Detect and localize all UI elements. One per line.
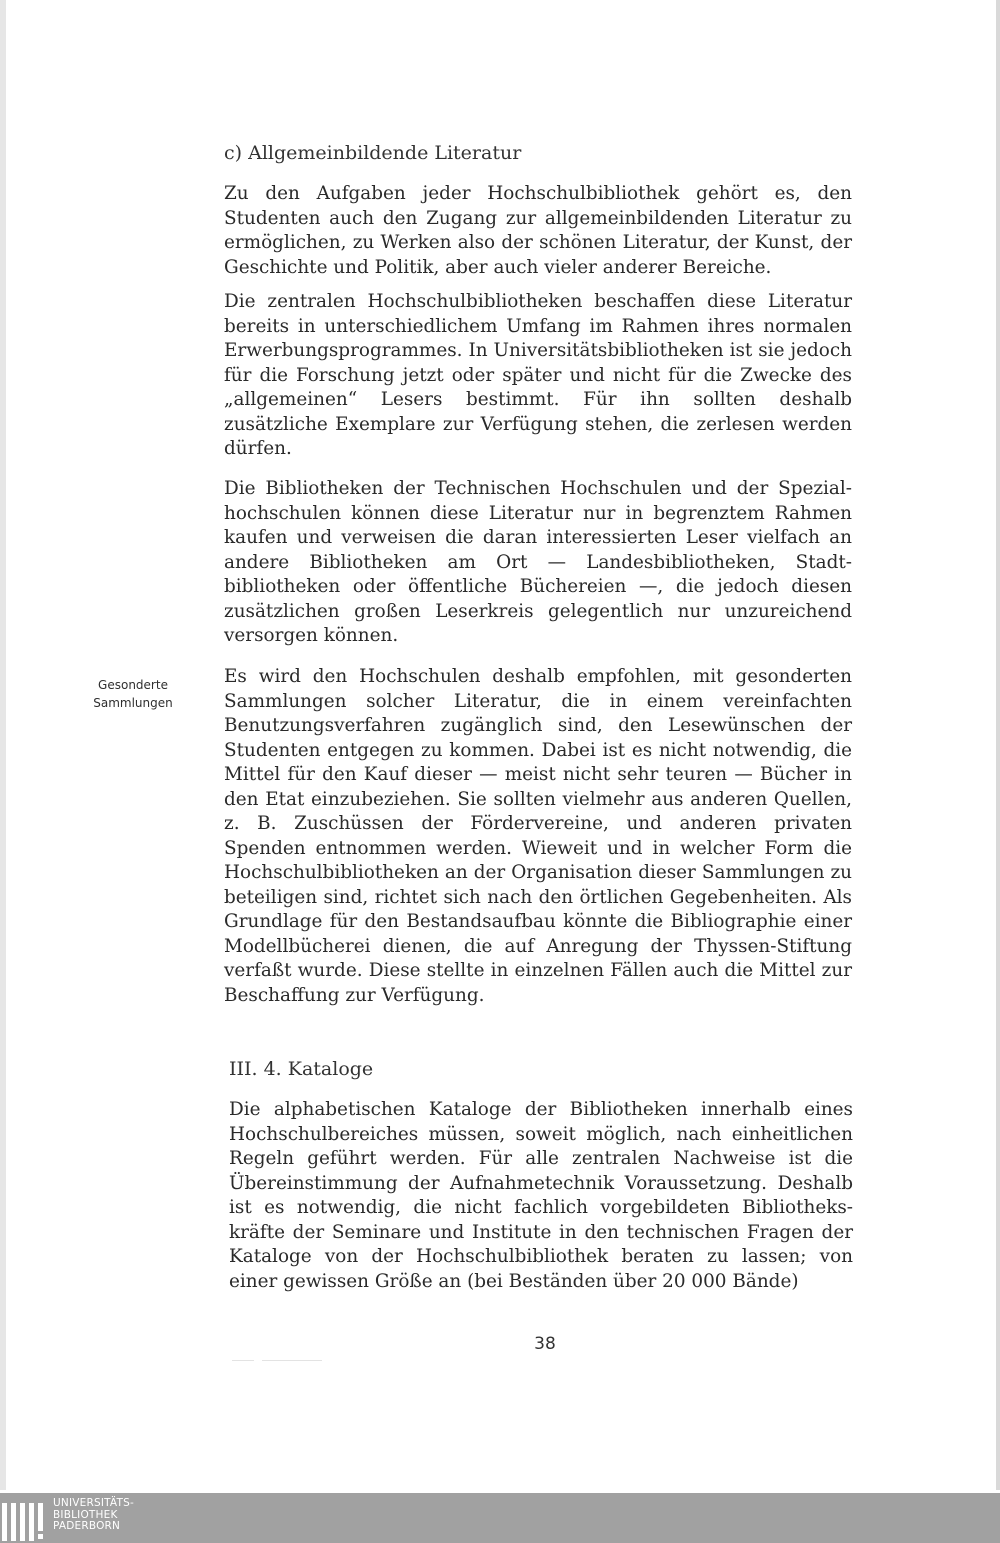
margin-note	[78, 676, 188, 712]
page-edge-right	[996, 0, 1000, 1490]
paragraph-4: Es wird den Hochschulen deshalb empfohlen, mit gesonderten Sammlungen solcher Literatur, die in einem vereinfachten Benutzungsverfahren zugänglich sind, den Lesewünschen der Studenten entgegen zu kommen. Dabei ist es nicht notwendig, die Mittel für den Kauf dieser — meist nicht sehr teuren — Bücher in den Etat einzubeziehen. Sie sollten vielmehr aus anderen Quellen, z. B. Zuschüssen der Fördervereine, und anderen privaten Spenden entnommen werden. Wieweit und in welcher Form die Hochschulbibliotheken an der Organisation dieser Sammlungen zu beteiligen sind, richtet sich nach den örtlichen Gegebenheiten. Als Grundlage für den Bestandsaufbau könnte die Bibliographie einer Modellbücherei dienen, die auf Anregung der Thyssen-Stiftung verfaßt wurde. Diese stellte in einzelnen Fällen auch die Mittel zur Beschaffung zur Verfügung.	[224, 666, 852, 1006]
logo-line-2: BIBLIOTHEK	[53, 1508, 118, 1521]
section-heading-iii-4: III. 4. Kataloge	[229, 1058, 374, 1080]
page-mark-1	[232, 1360, 254, 1361]
paragraph-3: Die Bibliotheken der Technischen Hochschulen und der Spezialhochschulen können diese Literatur nur in begrenztem Rahmen kaufen und verweisen die daran interessierten Leser vielfach an andere Bibliotheken am Ort — Landesbibliotheken, Stadtbibliotheken oder öffentliche Büchereien —, die jedoch diesen zusätzlichen großen Leserkreis gelegentlich nur unzureichend versorgen können.	[224, 478, 852, 647]
section-heading-c: c) Allgemeinbildende Literatur	[224, 142, 522, 164]
library-logo-text	[53, 1498, 134, 1533]
logo-line-1: UNIVERSITÄTS-	[53, 1497, 134, 1509]
page-edge-left	[0, 0, 6, 1490]
paragraph-5: Die alphabetischen Kataloge der Bibliotheken innerhalb eines Hochschulbereiches müssen, soweit möglich, nach einheitlichen Regeln geführt werden. Für alle zentralen Nachweise ist die Übereinstimmung der Aufnahmetechnik Voraussetzung. Deshalb ist es notwendig, die nicht fachlich vorgebildeten Bibliothekskräfte der Seminare und Institute in den technischen Fragen der Kataloge von der Hochschulbibliothek beraten zu lassen; von einer gewissen Größe an (bei Beständen über 20 000 Bände)	[229, 1099, 853, 1292]
margin-note-line-2: Sammlungen	[93, 696, 173, 710]
footer-bar	[0, 1493, 1000, 1543]
page-number: 38	[534, 1334, 556, 1354]
library-logo[interactable]	[0, 1493, 160, 1543]
paragraph-2: Die zentralen Hochschulbibliotheken beschaffen diese Literatur bereits in unterschiedlichem Umfang im Rahmen ihres normalen Erwerbungsprogrammes. In Universitätsbibliotheken ist sie jedoch für die Forschung jetzt oder später und nicht für die Zwecke des „allgemeinen“ Lesers bestimmt. Für ihn sollten deshalb zusätzliche Exemplare zur Verfügung stehen, die zerlesen werden dürfen.	[224, 291, 852, 460]
page-mark-2	[262, 1360, 322, 1361]
logo-line-3: PADERBORN	[53, 1520, 121, 1532]
library-logo-icon	[2, 1501, 48, 1541]
margin-note-line-1: Gesonderte	[98, 678, 168, 692]
paragraph-1: Zu den Aufgaben jeder Hochschulbibliothek gehört es, den Studenten auch den Zugang zur allgemeinbildenden Literatur zu ermöglichen, zu Werken also der schönen Literatur, der Kunst, der Geschichte und Politik, aber auch vieler anderer Bereiche.	[224, 183, 852, 278]
